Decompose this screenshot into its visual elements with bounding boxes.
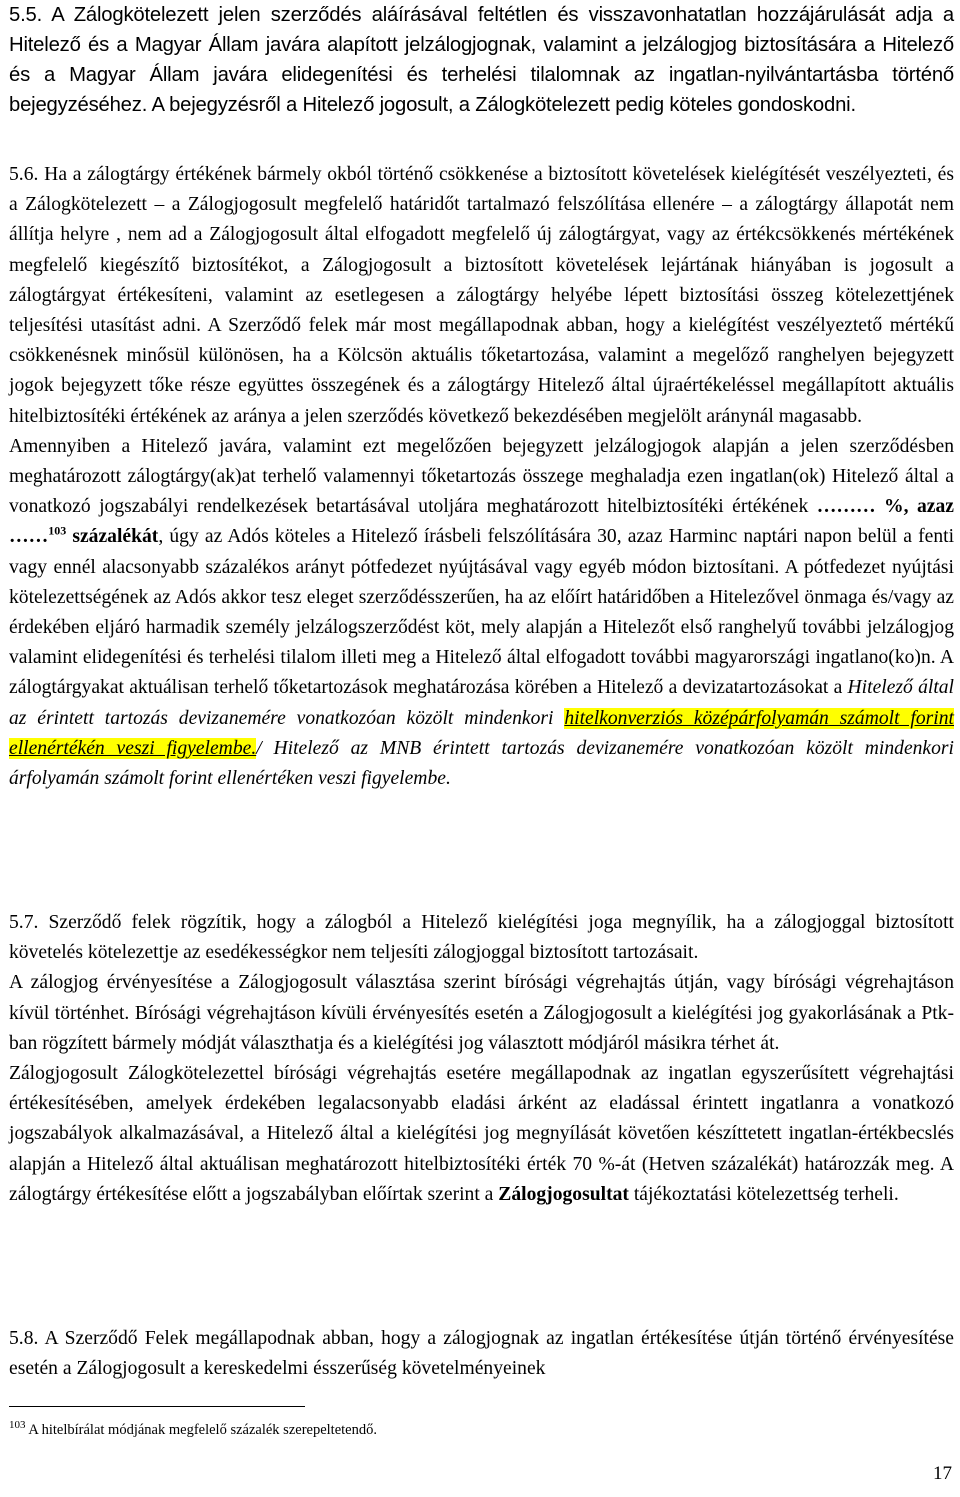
highlighted-text: hitelkonverziós középárfolyamán számolt forint ellenértékén veszi figyelembe. <box>9 707 954 759</box>
text-run: tájékoztatási kötelezettség terheli. <box>628 1183 899 1205</box>
paragraph: A zálogjog érvényesítése a Zálogjogosult választása szerint bírósági végrehajtás útján, vagy bírósági végrehajtáson kívül történhet. Bírósági végrehajtáson kívüli érvényesítés esetén a Zálogjogosult a kielégítési jog gyakorlásának a Ptk-ban rögzített bármely módját választhatja és a kielégítési jog választott módjáról másikra térhet át. <box>9 972 954 1054</box>
section-5-7 <box>9 908 954 1210</box>
paragraph: 5.7. Szerződő felek rögzítik, hogy a zálogból a Hitelező kielégítési joga megnyílik, ha a zálogjoggal biztosított követelés kötelezettje az esedékességkor nem teljesíti zálogjoggal biztosított tartozásait. <box>9 912 954 964</box>
footnote-separator <box>9 1406 305 1407</box>
blank-percentage: ……… %, azaz …… <box>9 496 954 548</box>
italic-text: Hitelező által az érintett tartozás devizanemére vonatkozóan közölt mindenkori <box>9 677 954 729</box>
paragraph <box>9 432 954 794</box>
paragraph <box>9 1059 954 1210</box>
bold-text: Zálogjogosultat <box>498 1183 629 1205</box>
footnote-ref[interactable]: 103 <box>48 523 67 538</box>
footnote-number: 103 <box>9 1419 26 1432</box>
text-run: Zálogjogosult Zálogkötelezettel bírósági végrehajtás esetére megállapodnak az ingatlan egyszerűsített végrehajtási értékesítésében, amelyek érdekében legalacsonyabb eladási árként az eladással érintett ingatlanra a vonatkozó jogszabályok alkalmazásával, a Hitelező által a kielégítési jog megnyílását követően készíttetett ingatlan-értékbecslés alapján a Hitelező által aktuálisan meghatározott hitelbiztosítéki érték 70 %-át (Hetven százalékát) határozzák meg. A zálogtárgy értékesítése előtt a jogszabályban előírtak szerint a <box>9 1063 954 1205</box>
text-run: , úgy az Adós köteles a Hitelező írásbeli felszólítására 30, azaz Harminc naptári napon belül a fenti vagy ennél alacsonyabb százalékos arányt pótfedezet nyújtásával vagy egyéb módon biztosítani. A pótfedezet nyújtási kötelezettségének az Adós akkor tesz eleget szerződésszerűen, ha az előírt határidőben a Hitelezővel önmaga és/vagy az érdekében eljáró harmadik személy jelzálogszerződést köt, mely alapján a Hitelezőt első ranghelyű további jelzálogjog valamint elidegenítési és terhelési tilalom illeti meg a Hitelező által elfogadott további magyarországi ingatlano(ko)n. A zálogtárgyakat aktuálisan terhelő tőketartozások meghatározása körében a Hitelező a devizatartozásokat a <box>9 526 955 699</box>
paragraph: 5.8. A Szerződő Felek megállapodnak abban, hogy a zálogjognak az ingatlan értékesítése útján történő érvényesítése esetén a Zálogjogosult a kereskedelmi ésszerűség követelményeinek <box>9 1328 954 1380</box>
section-5-8 <box>9 1324 954 1384</box>
italic-text: / Hitelező az MNB érintett tartozás devizanemére vonatkozóan közölt mindenkori árfolyamán számolt forint ellenértéken veszi figyelembe. <box>9 737 954 790</box>
paragraph: 5.5. A Zálogkötelezett jelen szerződés aláírásával feltétlen és visszavonhatatlan hozzájárulását adja a Hitelező és a Magyar Állam javára alapított jelzálogjognak, valamint a jelzálogjog biztosítására a Hitelező és a Magyar Állam javára elidegenítési és terhelési tilalomnak az ingatlan-nyilvántartásba történő bejegyzéséhez. A bejegyzésről a Hitelező jogosult, a Zálogkötelezett pedig köteles gondoskodni. <box>9 4 954 116</box>
footnote <box>9 1420 949 1440</box>
paragraph: 5.6. Ha a zálogtárgy értékének bármely okból történő csökkenése a biztosított követelések kielégítését veszélyezteti, és a Zálogkötelezett – a Zálogjogosult megfelelő határidőt tartalmazó felszólítása ellenére – a zálogtárgy állapotát nem állítja helyre , nem ad a Zálogjogosult által elfogadott megfelelő új zálogtárgyat, vagy az értékcsökkenés mértékének megfelelő kiegészítő biztosítékot, a Zálogjogosult a biztosított követelések lejártának hiányában is jogosult a zálogtárgyat értékesíteni, valamint az esetlegesen a zálogtárgy helyébe lépett biztosítási összeg kötelezettjének teljesítési utasítást adni. A Szerződő felek már most megállapodnak abban, hogy a kielégítést veszélyeztető mértékű csökkenésnek minősül különösen, ha a Kölcsön aktuális tőketartozása, valamint a megelőző ranghelyen bejegyzett jogok bejegyzett tőke része együttes összegének és a zálogtárgy Hitelező által újraértékeléssel megállapított aktuális hitelbiztosítéki értékének az aránya a jelen szerződés következő bekezdésében megjelölt aránynál magasabb. <box>9 164 954 427</box>
section-5-5 <box>9 0 954 120</box>
section-5-6 <box>9 160 954 794</box>
bold-text: százalékát <box>66 526 159 548</box>
page-number: 17 <box>933 1463 952 1484</box>
text-run: Amennyiben a Hitelező javára, valamint ezt megelőzően bejegyzett jelzálogjogok alapján a jelen szerződésben meghatározott zálogtárgy(ak)at terhelő valamennyi tőketartozás összege meghaladja ezen ingatlan(ok) Hitelező által a vonatkozó jogszabályi rendelkezések betartásával utoljára meghatározott hitelbiztosítéki értékének <box>9 435 954 518</box>
footnote-text: A hitelbírálat módjának megfelelő százalék szerepeltetendő. <box>25 1422 377 1438</box>
